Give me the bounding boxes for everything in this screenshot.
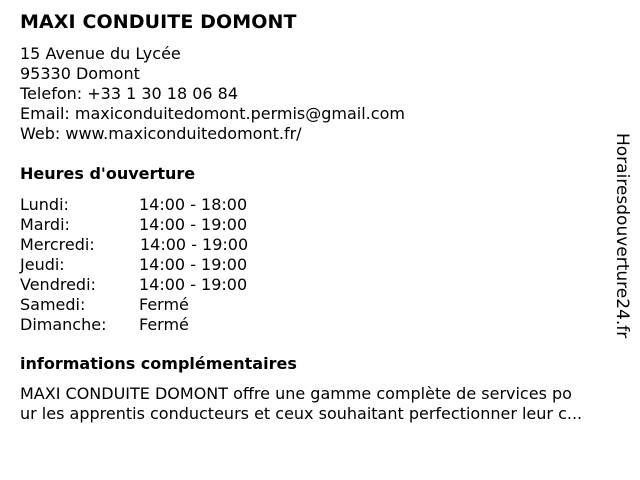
time-value: 14:00 - 19:00 <box>139 275 248 294</box>
address-street: 15 Avenue du Lycée <box>20 44 181 63</box>
time-value: 14:00 - 19:00 <box>139 215 248 234</box>
time-value: 14:00 - 19:00 <box>139 255 248 274</box>
time-value: 14:00 - 19:00 <box>140 235 249 254</box>
email-address[interactable]: Email: maxiconduitedomont.permis@gmail.com <box>20 104 405 123</box>
day-label: Samedi: <box>20 295 86 314</box>
description-line-1: MAXI CONDUITE DOMONT offre une gamme complète de services po <box>20 384 572 403</box>
day-label: Dimanche: <box>20 315 107 334</box>
description <box>20 384 630 424</box>
day-label: Vendredi: <box>20 275 96 294</box>
hours-heading: Heures d'ouverture <box>20 164 196 183</box>
info-heading: informations complémentaires <box>20 354 297 373</box>
address-city: 95330 Domont <box>20 64 140 83</box>
description-line-2: ur les apprentis conducteurs et ceux souhaitant perfectionner leur c... <box>20 404 583 423</box>
contact-block <box>20 44 405 144</box>
time-value: Fermé <box>139 315 189 334</box>
day-label: Mercredi: <box>20 235 95 254</box>
website-link[interactable]: Web: www.maxiconduitedomont.fr/ <box>20 124 302 143</box>
time-value: Fermé <box>139 295 189 314</box>
day-label: Lundi: <box>20 195 69 214</box>
day-label: Mardi: <box>20 215 70 234</box>
phone-number[interactable]: Telefon: +33 1 30 18 06 84 <box>20 84 239 103</box>
business-name: MAXI CONDUITE DOMONT <box>20 11 297 33</box>
time-value: 14:00 - 18:00 <box>139 195 248 214</box>
day-label: Jeudi: <box>20 255 65 274</box>
site-watermark: Horairesdouverture24.fr <box>612 133 632 339</box>
